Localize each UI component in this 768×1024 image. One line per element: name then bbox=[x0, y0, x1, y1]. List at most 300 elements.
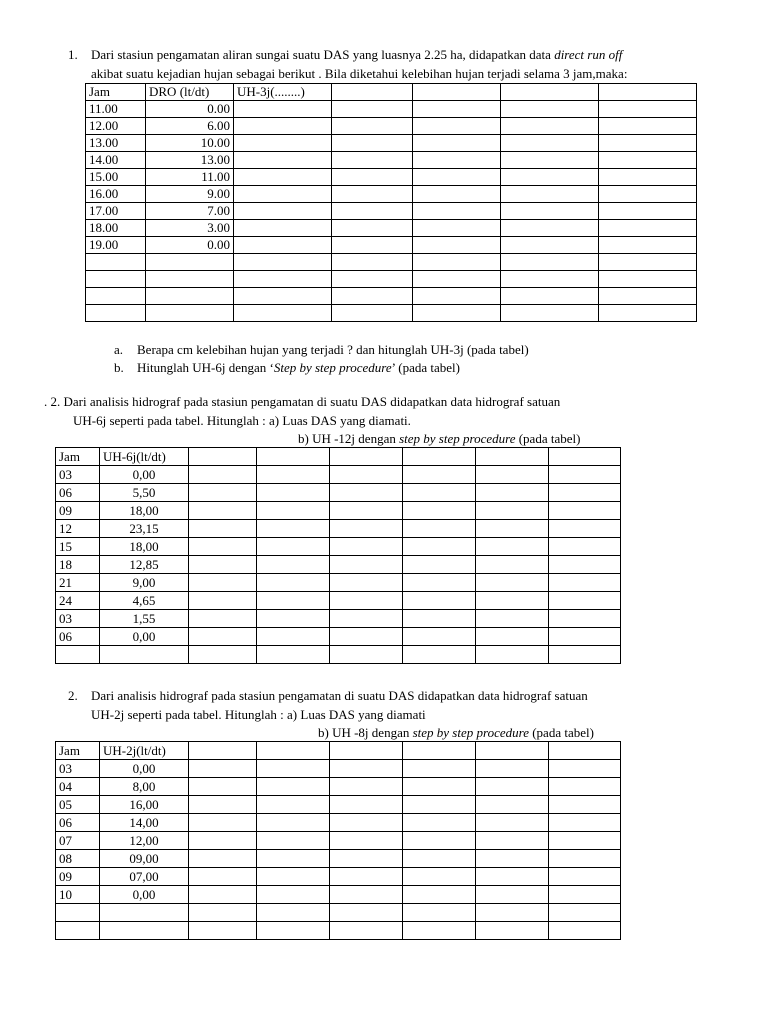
jam-cell: 10 bbox=[56, 886, 100, 904]
empty-cell bbox=[476, 556, 549, 574]
empty-cell bbox=[549, 628, 621, 646]
empty-cell bbox=[501, 288, 599, 305]
empty-cell bbox=[501, 169, 599, 186]
empty-cell bbox=[257, 742, 330, 760]
empty-cell bbox=[476, 484, 549, 502]
empty-cell bbox=[413, 203, 501, 220]
empty-cell bbox=[330, 628, 403, 646]
value-cell: 3.00 bbox=[146, 220, 234, 237]
empty-cell bbox=[257, 832, 330, 850]
value-cell: 1,55 bbox=[100, 610, 189, 628]
empty-cell bbox=[403, 868, 476, 886]
table-row bbox=[56, 814, 621, 832]
empty-cell bbox=[146, 288, 234, 305]
empty-cell bbox=[100, 922, 189, 940]
q2-number: . 2. bbox=[44, 394, 61, 409]
empty-cell bbox=[476, 796, 549, 814]
empty-cell bbox=[330, 832, 403, 850]
empty-cell bbox=[257, 610, 330, 628]
empty-cell bbox=[501, 135, 599, 152]
q1-line-1 bbox=[68, 47, 623, 63]
empty-cell bbox=[257, 760, 330, 778]
q2-table bbox=[55, 447, 621, 664]
empty-cell bbox=[476, 448, 549, 466]
table-row bbox=[86, 220, 697, 237]
empty-cell bbox=[413, 101, 501, 118]
empty-cell bbox=[330, 922, 403, 940]
empty-cell bbox=[549, 832, 621, 850]
empty-cell bbox=[189, 904, 257, 922]
value-cell: 0.00 bbox=[146, 237, 234, 254]
empty-cell bbox=[257, 886, 330, 904]
empty-cell bbox=[599, 169, 697, 186]
empty-cell bbox=[501, 220, 599, 237]
empty-cell bbox=[403, 760, 476, 778]
empty-cell bbox=[413, 288, 501, 305]
value-cell: 14,00 bbox=[100, 814, 189, 832]
jam-cell: 14.00 bbox=[86, 152, 146, 169]
table-row bbox=[56, 760, 621, 778]
empty-cell bbox=[476, 646, 549, 664]
empty-cell bbox=[403, 538, 476, 556]
empty-cell bbox=[599, 186, 697, 203]
q1-text-1: Dari stasiun pengamatan aliran sungai suatu DAS yang luasnya 2.25 ha, didapatkan data bbox=[91, 47, 555, 62]
empty-cell bbox=[257, 646, 330, 664]
empty-cell bbox=[403, 646, 476, 664]
empty-cell bbox=[56, 646, 100, 664]
table-row bbox=[56, 796, 621, 814]
empty-cell bbox=[413, 135, 501, 152]
empty-cell bbox=[413, 271, 501, 288]
empty-row bbox=[56, 646, 621, 664]
empty-cell bbox=[549, 556, 621, 574]
value-cell: 0,00 bbox=[100, 886, 189, 904]
empty-cell bbox=[189, 850, 257, 868]
jam-cell: 15 bbox=[56, 538, 100, 556]
empty-cell bbox=[189, 760, 257, 778]
empty-cell bbox=[189, 922, 257, 940]
empty-cell bbox=[413, 152, 501, 169]
empty-cell bbox=[476, 502, 549, 520]
empty-cell bbox=[501, 152, 599, 169]
jam-cell: 18.00 bbox=[86, 220, 146, 237]
empty-cell bbox=[146, 305, 234, 322]
q1-a-label: a. bbox=[114, 342, 124, 357]
empty-cell bbox=[257, 814, 330, 832]
empty-cell bbox=[189, 448, 257, 466]
empty-cell bbox=[234, 186, 332, 203]
empty-cell bbox=[403, 520, 476, 538]
empty-cell bbox=[330, 592, 403, 610]
empty-cell bbox=[549, 520, 621, 538]
value-cell: 11.00 bbox=[146, 169, 234, 186]
header-cell: UH-2j(lt/dt) bbox=[100, 742, 189, 760]
q3-line-2: UH-2j seperti pada tabel. Hitunglah : a) Luas DAS yang diamati bbox=[91, 707, 426, 722]
header-cell: UH-6j(lt/dt) bbox=[100, 448, 189, 466]
empty-cell bbox=[501, 271, 599, 288]
empty-cell bbox=[330, 466, 403, 484]
q1-text-1-italic: direct run off bbox=[554, 47, 623, 62]
value-cell: 13.00 bbox=[146, 152, 234, 169]
empty-cell bbox=[234, 220, 332, 237]
jam-cell: 03 bbox=[56, 760, 100, 778]
empty-cell bbox=[549, 448, 621, 466]
jam-cell: 06 bbox=[56, 628, 100, 646]
table-row bbox=[56, 610, 621, 628]
empty-cell bbox=[599, 288, 697, 305]
empty-cell bbox=[189, 502, 257, 520]
q1-b-post: ’ (pada tabel) bbox=[391, 360, 460, 375]
empty-cell bbox=[257, 778, 330, 796]
empty-cell bbox=[549, 466, 621, 484]
empty-cell bbox=[257, 448, 330, 466]
empty-cell bbox=[413, 237, 501, 254]
empty-cell bbox=[330, 574, 403, 592]
empty-cell bbox=[332, 118, 413, 135]
empty-cell bbox=[189, 466, 257, 484]
empty-cell bbox=[257, 574, 330, 592]
jam-cell: 09 bbox=[56, 868, 100, 886]
value-cell: 18,00 bbox=[100, 538, 189, 556]
empty-cell bbox=[549, 760, 621, 778]
empty-cell bbox=[330, 502, 403, 520]
empty-cell bbox=[599, 101, 697, 118]
empty-cell bbox=[189, 520, 257, 538]
empty-cell bbox=[86, 305, 146, 322]
empty-cell bbox=[257, 556, 330, 574]
value-cell: 23,15 bbox=[100, 520, 189, 538]
empty-cell bbox=[403, 832, 476, 850]
empty-cell bbox=[476, 904, 549, 922]
value-cell: 18,00 bbox=[100, 502, 189, 520]
empty-cell bbox=[413, 186, 501, 203]
empty-cell bbox=[599, 220, 697, 237]
empty-cell bbox=[332, 254, 413, 271]
empty-cell bbox=[330, 742, 403, 760]
table-row bbox=[86, 203, 697, 220]
empty-cell bbox=[234, 254, 332, 271]
q1-item-a bbox=[114, 342, 529, 358]
empty-cell bbox=[476, 538, 549, 556]
empty-cell bbox=[234, 135, 332, 152]
empty-cell bbox=[234, 152, 332, 169]
empty-cell bbox=[332, 203, 413, 220]
empty-cell bbox=[549, 796, 621, 814]
jam-cell: 05 bbox=[56, 796, 100, 814]
empty-cell bbox=[403, 592, 476, 610]
empty-cell bbox=[403, 466, 476, 484]
empty-cell bbox=[234, 288, 332, 305]
empty-cell bbox=[413, 220, 501, 237]
table-row bbox=[56, 778, 621, 796]
empty-cell bbox=[413, 169, 501, 186]
q2-line-3: b) UH -12j dengan step by step procedure (pada tabel) bbox=[298, 431, 581, 446]
empty-cell bbox=[476, 886, 549, 904]
empty-cell bbox=[257, 868, 330, 886]
empty-cell bbox=[403, 850, 476, 868]
empty-cell bbox=[257, 466, 330, 484]
empty-cell bbox=[599, 84, 697, 101]
jam-cell: 06 bbox=[56, 814, 100, 832]
empty-cell bbox=[476, 760, 549, 778]
empty-cell bbox=[332, 169, 413, 186]
empty-cell bbox=[413, 254, 501, 271]
q2-line-1 bbox=[44, 394, 560, 410]
empty-cell bbox=[330, 778, 403, 796]
empty-cell bbox=[501, 237, 599, 254]
empty-cell bbox=[234, 101, 332, 118]
empty-cell bbox=[549, 922, 621, 940]
empty-cell bbox=[189, 832, 257, 850]
empty-cell bbox=[403, 574, 476, 592]
empty-cell bbox=[257, 520, 330, 538]
q1-b-label: b. bbox=[114, 360, 124, 375]
q2-text-1: Dari analisis hidrograf pada stasiun pengamatan di suatu DAS didapatkan data hidrograf satuan bbox=[63, 394, 561, 409]
jam-cell: 21 bbox=[56, 574, 100, 592]
empty-cell bbox=[257, 922, 330, 940]
empty-cell bbox=[476, 592, 549, 610]
jam-cell: 19.00 bbox=[86, 237, 146, 254]
empty-cell bbox=[189, 556, 257, 574]
value-cell: 12,00 bbox=[100, 832, 189, 850]
empty-cell bbox=[330, 850, 403, 868]
table-row bbox=[86, 152, 697, 169]
empty-cell bbox=[189, 628, 257, 646]
empty-cell bbox=[332, 305, 413, 322]
value-cell: 4,65 bbox=[100, 592, 189, 610]
header-cell: Jam bbox=[86, 84, 146, 101]
jam-cell: 03 bbox=[56, 610, 100, 628]
empty-cell bbox=[56, 922, 100, 940]
empty-cell bbox=[257, 538, 330, 556]
table-row bbox=[56, 484, 621, 502]
empty-cell bbox=[549, 850, 621, 868]
table-row bbox=[86, 101, 697, 118]
empty-cell bbox=[501, 118, 599, 135]
empty-cell bbox=[599, 271, 697, 288]
empty-cell bbox=[330, 904, 403, 922]
empty-cell bbox=[330, 610, 403, 628]
q1-a-text: Berapa cm kelebihan hujan yang terjadi ? dan hitunglah UH-3j (pada tabel) bbox=[137, 342, 529, 357]
table-row bbox=[56, 502, 621, 520]
empty-cell bbox=[501, 305, 599, 322]
value-cell: 9,00 bbox=[100, 574, 189, 592]
empty-cell bbox=[476, 574, 549, 592]
table-header-row bbox=[56, 448, 621, 466]
empty-cell bbox=[403, 448, 476, 466]
empty-cell bbox=[549, 742, 621, 760]
empty-cell bbox=[476, 520, 549, 538]
q3-line-1 bbox=[68, 688, 588, 704]
value-cell: 10.00 bbox=[146, 135, 234, 152]
jam-cell: 17.00 bbox=[86, 203, 146, 220]
empty-cell bbox=[403, 742, 476, 760]
empty-cell bbox=[599, 152, 697, 169]
empty-row bbox=[56, 922, 621, 940]
value-cell: 9.00 bbox=[146, 186, 234, 203]
value-cell: 8,00 bbox=[100, 778, 189, 796]
table-row bbox=[86, 118, 697, 135]
table-row bbox=[56, 868, 621, 886]
table-row bbox=[56, 574, 621, 592]
jam-cell: 24 bbox=[56, 592, 100, 610]
empty-cell bbox=[330, 760, 403, 778]
empty-cell bbox=[257, 592, 330, 610]
empty-cell bbox=[403, 556, 476, 574]
value-cell: 09,00 bbox=[100, 850, 189, 868]
table-row bbox=[56, 628, 621, 646]
empty-cell bbox=[476, 832, 549, 850]
q3-table bbox=[55, 741, 621, 940]
empty-cell bbox=[403, 610, 476, 628]
empty-row bbox=[56, 904, 621, 922]
empty-cell bbox=[330, 886, 403, 904]
empty-cell bbox=[599, 237, 697, 254]
empty-cell bbox=[413, 305, 501, 322]
empty-cell bbox=[403, 922, 476, 940]
q3-text-1: Dari analisis hidrograf pada stasiun pengamatan di suatu DAS didapatkan data hidrograf satuan bbox=[91, 688, 588, 703]
empty-cell bbox=[257, 484, 330, 502]
empty-cell bbox=[599, 305, 697, 322]
empty-cell bbox=[257, 850, 330, 868]
jam-cell: 16.00 bbox=[86, 186, 146, 203]
empty-cell bbox=[257, 796, 330, 814]
empty-cell bbox=[234, 169, 332, 186]
empty-cell bbox=[189, 796, 257, 814]
empty-cell bbox=[476, 850, 549, 868]
table-row bbox=[56, 538, 621, 556]
jam-cell: 12 bbox=[56, 520, 100, 538]
q1-line-2: akibat suatu kejadian hujan sebagai berikut . Bila diketahui kelebihan hujan terjadi selama 3 jam,maka: bbox=[91, 66, 628, 81]
empty-cell bbox=[476, 628, 549, 646]
jam-cell: 03 bbox=[56, 466, 100, 484]
empty-cell bbox=[476, 610, 549, 628]
q1-item-b bbox=[114, 360, 460, 376]
empty-cell bbox=[332, 288, 413, 305]
empty-cell bbox=[257, 904, 330, 922]
empty-cell bbox=[403, 502, 476, 520]
empty-cell bbox=[549, 592, 621, 610]
empty-cell bbox=[476, 922, 549, 940]
empty-cell bbox=[549, 574, 621, 592]
empty-cell bbox=[189, 814, 257, 832]
q1-b-pre: Hitunglah UH-6j dengan ‘ bbox=[137, 360, 274, 375]
empty-cell bbox=[86, 288, 146, 305]
value-cell: 0.00 bbox=[146, 101, 234, 118]
empty-cell bbox=[330, 868, 403, 886]
q1-b-italic: Step by step procedure bbox=[273, 360, 392, 375]
table-header-row bbox=[56, 742, 621, 760]
jam-cell: 08 bbox=[56, 850, 100, 868]
jam-cell: 07 bbox=[56, 832, 100, 850]
empty-cell bbox=[257, 628, 330, 646]
empty-cell bbox=[234, 118, 332, 135]
empty-cell bbox=[501, 254, 599, 271]
value-cell: 0,00 bbox=[100, 628, 189, 646]
table-row bbox=[56, 466, 621, 484]
empty-cell bbox=[56, 904, 100, 922]
empty-cell bbox=[257, 502, 330, 520]
value-cell: 12,85 bbox=[100, 556, 189, 574]
table-row bbox=[86, 237, 697, 254]
jam-cell: 18 bbox=[56, 556, 100, 574]
empty-cell bbox=[189, 574, 257, 592]
table-row bbox=[86, 135, 697, 152]
value-cell: 7.00 bbox=[146, 203, 234, 220]
empty-cell bbox=[189, 610, 257, 628]
header-cell: Jam bbox=[56, 742, 100, 760]
empty-cell bbox=[332, 220, 413, 237]
jam-cell: 06 bbox=[56, 484, 100, 502]
table-row bbox=[56, 556, 621, 574]
value-cell: 16,00 bbox=[100, 796, 189, 814]
empty-cell bbox=[403, 796, 476, 814]
empty-cell bbox=[599, 254, 697, 271]
q1-number: 1. bbox=[68, 47, 78, 62]
table-header-row bbox=[86, 84, 697, 101]
empty-cell bbox=[501, 101, 599, 118]
header-cell: UH-3j(........) bbox=[234, 84, 332, 101]
empty-row bbox=[86, 271, 697, 288]
q3-line-3: b) UH -8j dengan step by step procedure (pada tabel) bbox=[318, 725, 594, 740]
table-row bbox=[56, 592, 621, 610]
q1-table bbox=[85, 83, 697, 322]
empty-cell bbox=[476, 778, 549, 796]
empty-cell bbox=[476, 466, 549, 484]
empty-cell bbox=[476, 868, 549, 886]
empty-cell bbox=[549, 646, 621, 664]
empty-cell bbox=[403, 778, 476, 796]
empty-cell bbox=[330, 484, 403, 502]
empty-cell bbox=[189, 646, 257, 664]
empty-row bbox=[86, 305, 697, 322]
empty-cell bbox=[549, 814, 621, 832]
empty-cell bbox=[332, 152, 413, 169]
empty-cell bbox=[189, 868, 257, 886]
empty-cell bbox=[501, 186, 599, 203]
header-cell: DRO (lt/dt) bbox=[146, 84, 234, 101]
header-cell: Jam bbox=[56, 448, 100, 466]
empty-cell bbox=[549, 502, 621, 520]
empty-cell bbox=[549, 886, 621, 904]
empty-cell bbox=[501, 84, 599, 101]
table-row bbox=[56, 850, 621, 868]
empty-cell bbox=[476, 742, 549, 760]
empty-row bbox=[86, 288, 697, 305]
empty-cell bbox=[332, 237, 413, 254]
table-row bbox=[56, 886, 621, 904]
empty-cell bbox=[332, 101, 413, 118]
jam-cell: 04 bbox=[56, 778, 100, 796]
empty-cell bbox=[189, 592, 257, 610]
empty-cell bbox=[330, 520, 403, 538]
table-row bbox=[86, 186, 697, 203]
empty-cell bbox=[501, 203, 599, 220]
empty-cell bbox=[330, 796, 403, 814]
empty-cell bbox=[403, 904, 476, 922]
empty-cell bbox=[549, 610, 621, 628]
empty-cell bbox=[403, 814, 476, 832]
empty-cell bbox=[332, 135, 413, 152]
empty-cell bbox=[234, 203, 332, 220]
empty-cell bbox=[330, 556, 403, 574]
empty-cell bbox=[413, 118, 501, 135]
empty-cell bbox=[146, 271, 234, 288]
empty-cell bbox=[403, 886, 476, 904]
empty-cell bbox=[476, 814, 549, 832]
table-row bbox=[56, 520, 621, 538]
empty-cell bbox=[234, 305, 332, 322]
